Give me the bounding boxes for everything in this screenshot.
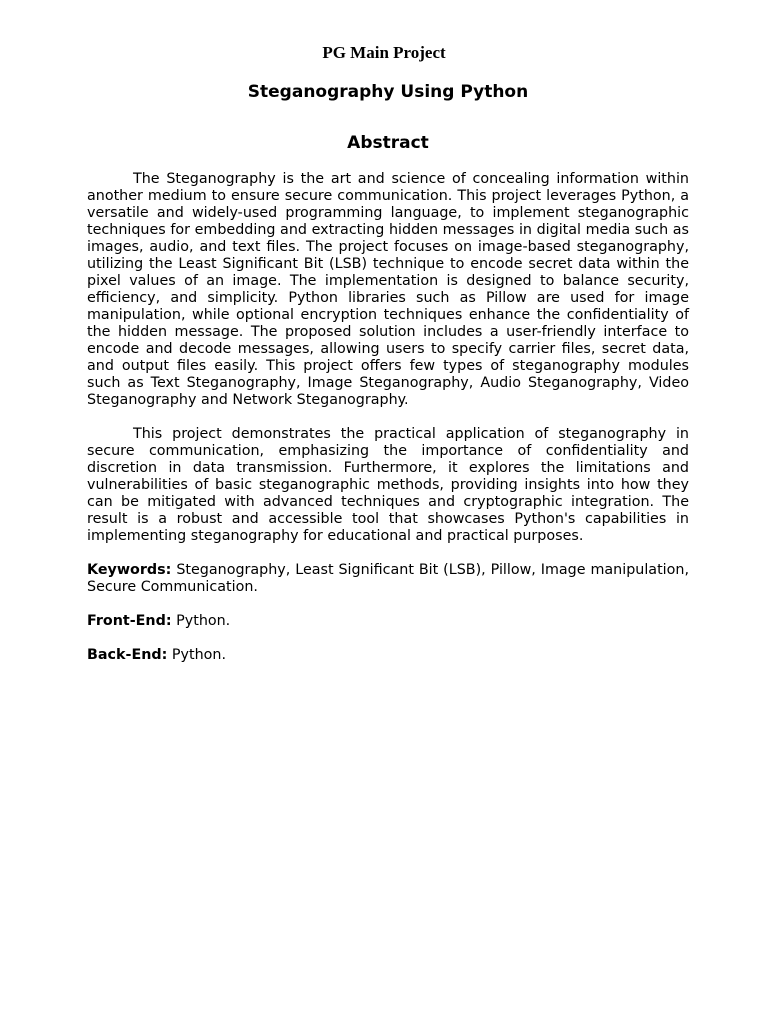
abstract-heading: Abstract: [347, 133, 429, 153]
back-end-value: Python.: [171, 647, 227, 663]
front-end-label: Front-End:: [87, 613, 172, 629]
abstract-paragraph-1: The Steganography is the art and science of concealing information within another medium to ensure secure communication. This project leverages Python, a versatile and widely-used programming language, to implement steganographic techniques for embedding and extracting hidden messages in digital media such as images, audio, and text files. The project focuses on image-based steganography, utilizing the Least Significant Bit (LSB) technique to encode secret data within the pixel values of an image. The implementation is designed to balance security, efficiency, and simplicity. Python libraries such as Pillow are used for image manipulation, while optional encryption techniques enhance the confidentiality of the hidden message. The proposed solution includes a user-friendly interface to encode and decode messages, allowing users to specify carrier files, secret data, and output files easily. This project offers few types of steganography modules such as Text Steganography, Image Steganography, Audio Steganography, Video Steganography and Network Steganography.: [87, 171, 689, 408]
front-end-value: Python.: [176, 613, 231, 629]
document-title: Steganography Using Python: [247, 82, 529, 102]
abstract-body: [87, 171, 689, 681]
back-end-label: Back-End:: [87, 647, 168, 663]
keywords-value: Steganography, Least Significant Bit (LSB), Pillow, Image manipulation, Secure Communication.: [87, 562, 689, 595]
keywords-label: Keywords:: [87, 562, 172, 578]
abstract-paragraph-2: This project demonstrates the practical application of steganography in secure communication, emphasizing the importance of confidentiality and discretion in data transmission. Furthermore, it explores the limitations and vulnerabilities of basic steganographic methods, providing insights into how they can be mitigated with advanced techniques and cryptographic integration. The result is a robust and accessible tool that showcases Python's capabilities in implementing steganography for educational and practical purposes.: [87, 426, 689, 544]
page-header: PG Main Project: [322, 43, 446, 62]
back-end-line: [87, 647, 689, 664]
front-end-line: [87, 613, 689, 630]
keywords-line: [87, 562, 689, 596]
